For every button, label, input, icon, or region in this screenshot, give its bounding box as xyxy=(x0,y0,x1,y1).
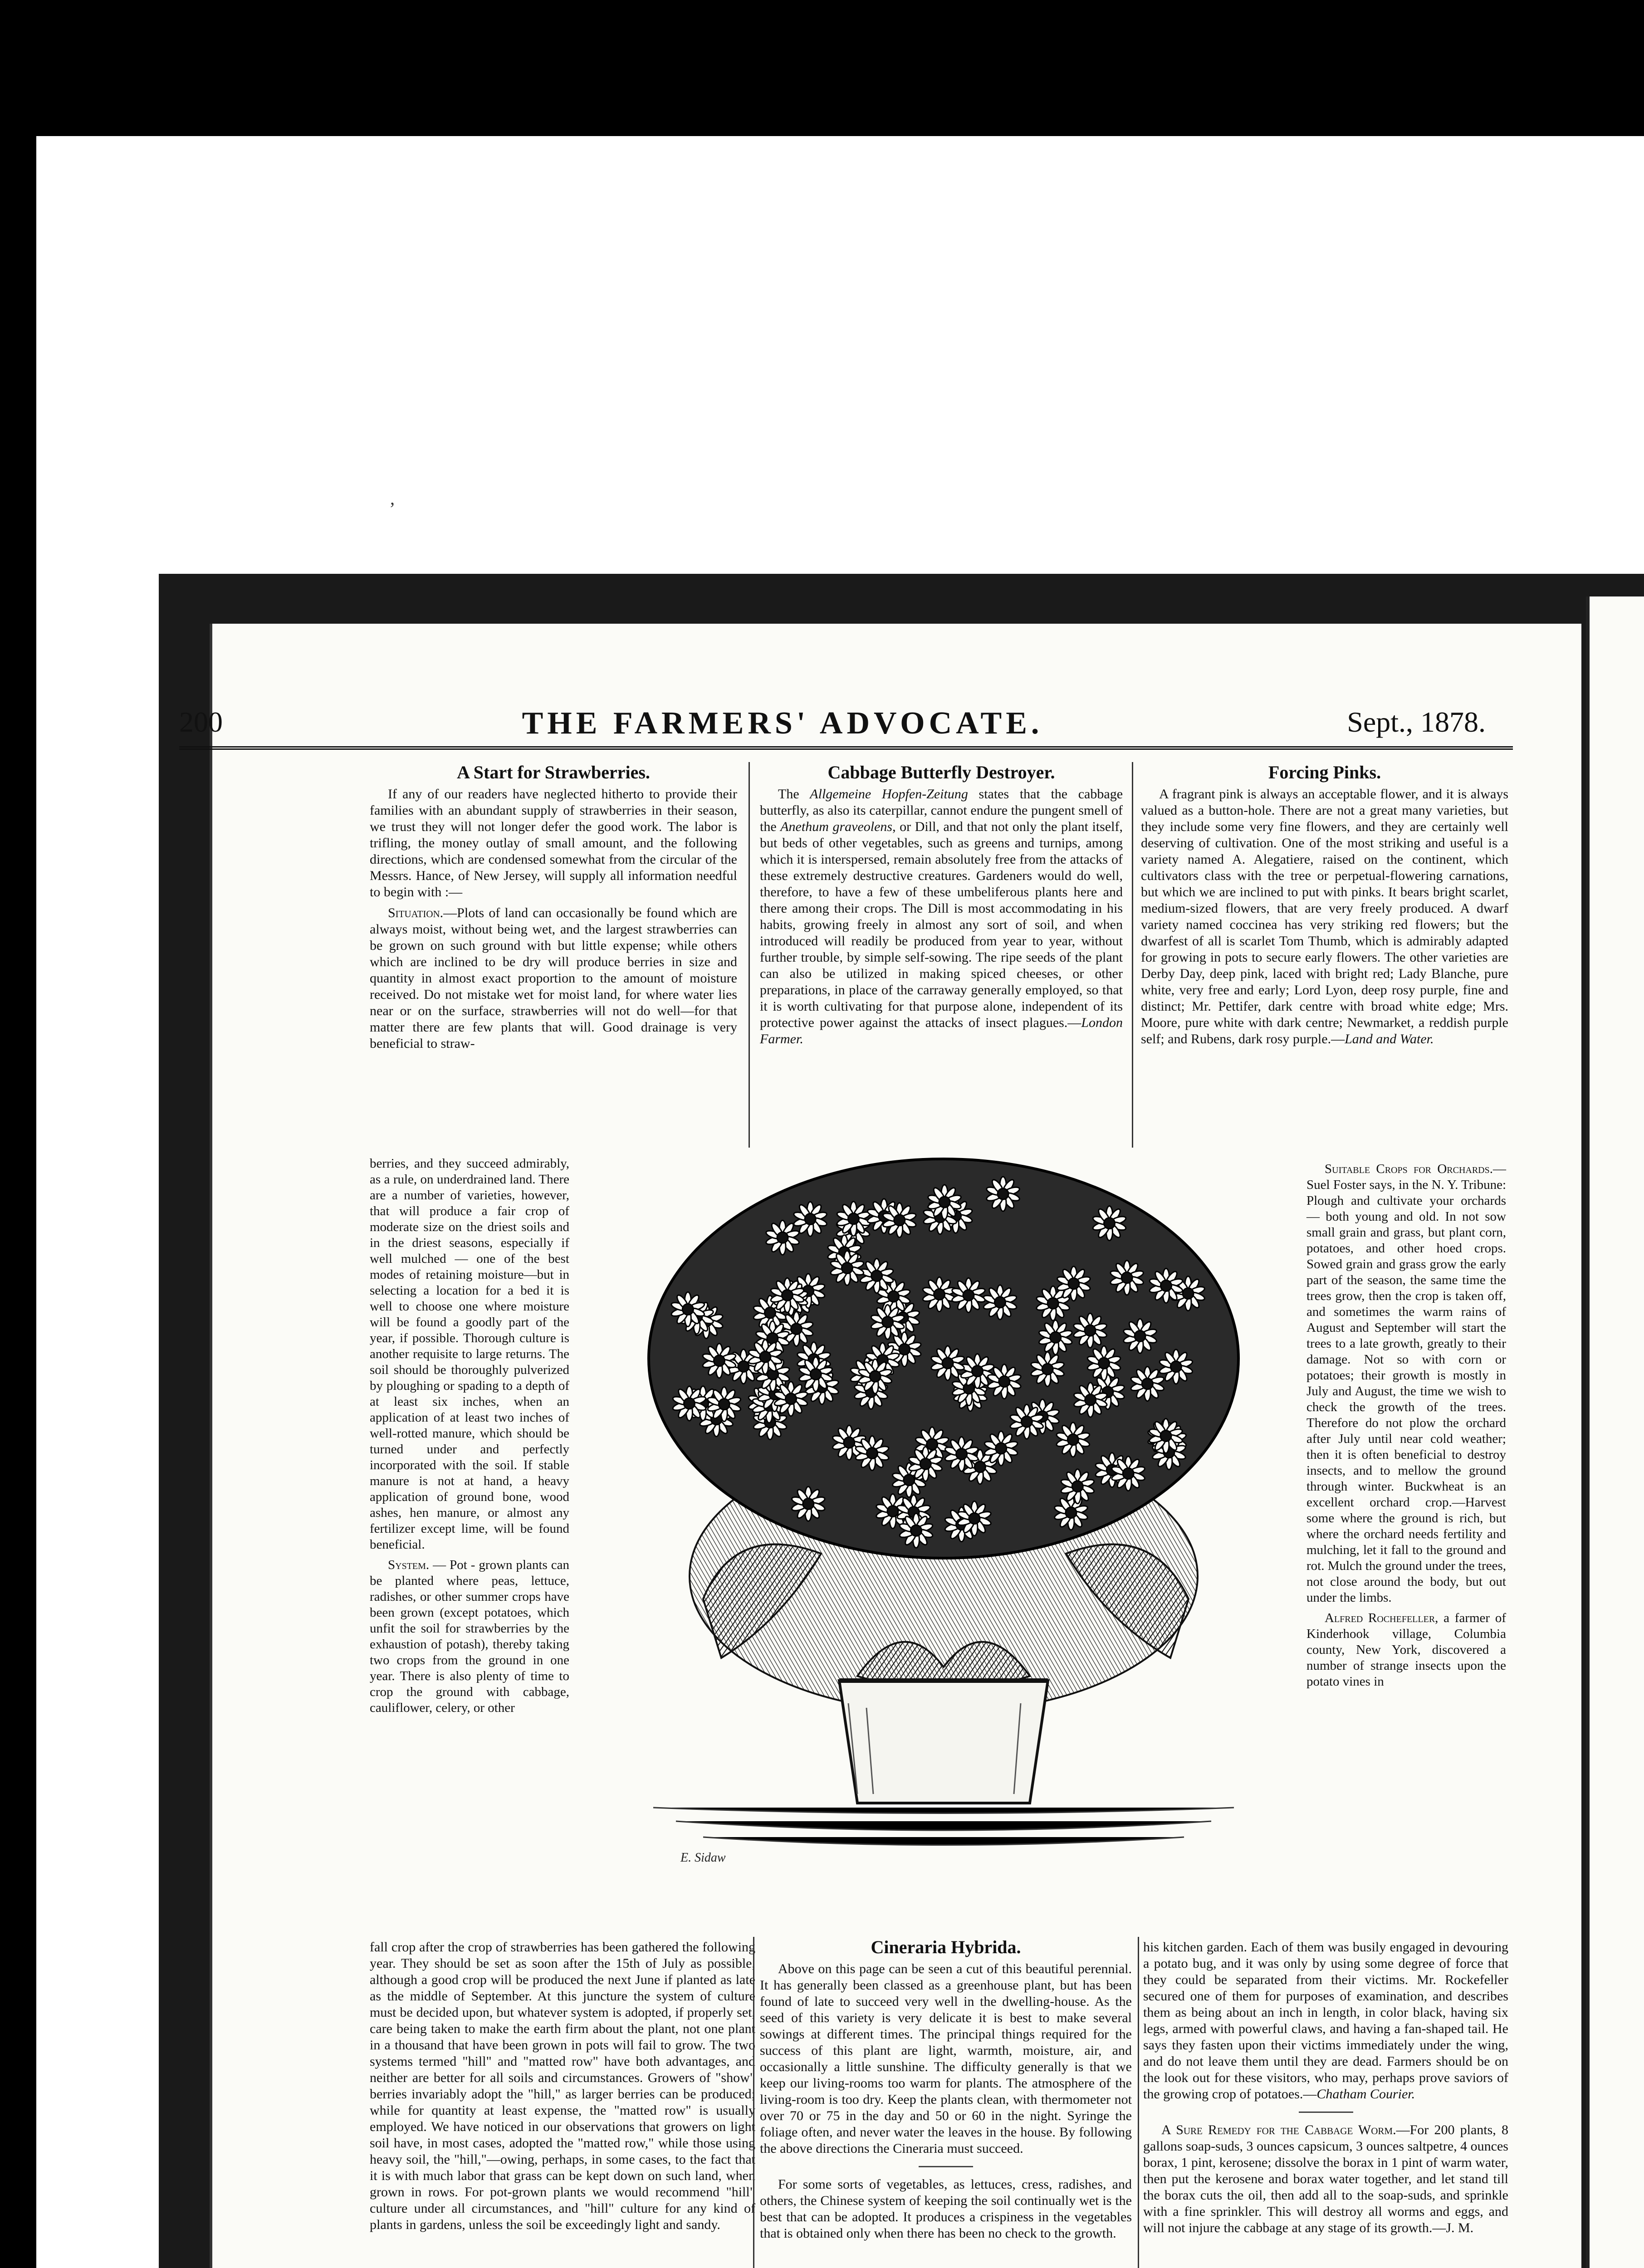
article-cabbage-butterfly xyxy=(760,764,1123,1052)
header-rule xyxy=(179,746,1513,750)
ground-lines xyxy=(653,1808,1234,1845)
article-insects xyxy=(1143,1939,1508,2241)
strawberries-conclusion xyxy=(370,1939,755,2238)
paragraph: berries, and they succeed admirably, as a rule, on underdrained land. There are a number of varieties, however, that will produce a fair crop of moderate size on the driest soils and in the driest seasons, especially if well mulched — one of the best modes of retaining moisture—but in selecting a location for a bed it is well to choose one where moisture will be found a goodly part of the year, if possible. Thorough culture is another requisite to large returns. The soil should be thoroughly pulverized by ploughing or spading to a depth of at least six inches, when an application of at least two inches of well-rotted manure, which should be turned under and perfectly incorporated with the soil. If stable manure is not at hand, a heavy application of ground bone, wood ashes, hen manure, or almost any fertilizer except lime, will be found beneficial. xyxy=(370,1156,569,1552)
run-in-head: A Sure Remedy for the Cabbage Worm. xyxy=(1161,2122,1396,2137)
column-rule xyxy=(1138,1937,1139,2268)
paragraph: System. — Pot - grown plants can be planted where peas, lettuce, radishes, or other summer crops have been grown (except potatoes, which unfit the soil for strawberries by the exhaustion of potash), thereby taking two crops from the ground in one year. There is also plenty of time to crop the ground with cabbage, cauliflower, celery, or other xyxy=(370,1558,569,1715)
paragraph: fall crop after the crop of strawberries has been gathered the following year. They should be set as soon after the 15th of July as possible, although a good crop will be produced the next June if planted as late as the middle of September. At this juncture the system of culture must be decided upon, but whatever system is adopted, if properly set, care being taken to make the earth firm about the plant, not one plant in a thousand that have been grown in pots will fail to grow. The two systems termed "hill" and "matted row" have both advantages, and neither are better for all soils and circumstances. Growers of "show" berries invariably adopt the "hill," as larger berries can be produced; while for quantity at least expense, the "matted row" is usually employed. We have noticed in our observations that growers on light soil have, in most cases, adopted the "matted row," while those using heavy soil, the "hill,"—owing, perhaps, in some cases, to the fact that it is with much labor that grass can be kept down on such land, when grown in rows. For pot-grown plants we would recommend "hill" culture under all circumstances, and "hill" culture for any kind of plants in gardens, unless the soil be exceedingly light and sandy. xyxy=(370,1940,755,2232)
article-title: Cineraria Hybrida. xyxy=(871,1937,1021,1957)
flower-pot xyxy=(839,1681,1048,1803)
run-in-head: Situation. xyxy=(388,905,444,920)
next-page-edge xyxy=(1586,596,1644,2268)
engraver-signature: E. Sidaw xyxy=(680,1851,726,1865)
paragraph: Alfred Rochefeller, a farmer of Kinderhook village, Columbia county, New York, discovered a number of strange insects upon the potato vines in xyxy=(1306,1611,1506,1689)
article-cineraria xyxy=(760,1939,1132,2246)
issue-date: Sept., 1878. xyxy=(1347,706,1486,738)
article-forcing-pinks xyxy=(1141,764,1508,1052)
article-orchard-crops xyxy=(1306,1161,1506,1694)
column-rule xyxy=(749,762,750,1148)
strawberries-continued xyxy=(370,1156,569,1721)
paragraph: Above on this page can be seen a cut of this beautiful perennial. It has generally been classed as a greenhouse plant, but has been found of late to succeed very well in the dwelling-house. As the seed of this variety is very delicate it is best to make several sowings at different times. The principal things required for the success of this plant are light, warmth, moisture, air, and occasionally a little sunshine. The difficulty generally is that we keep our living-rooms too warm for plants. The atmosphere of the living-room is too dry. Keep the plants clean, with thermometer not over 70 or 75 in the day and 50 or 60 in the night. Syringe the foliage often, and never water the leaves in the house. By following the above directions the Cineraria must succeed. xyxy=(760,1961,1132,2156)
article-title: A Start for Strawberries. xyxy=(457,762,650,782)
paragraph: A fragrant pink is always an acceptable flower, and it is always valued as a button-hole. There are not a great many varieties, but they include some very fine flowers, and they are certainly well deserving of cultivation. One of the most striking and useful is a variety named A. Alegatiere, raised on the continent, which cultivators class with the tree or perpetual-flowering carnations, but which we are inclined to put with pinks. It bears bright scarlet, medium-sized flowers, that are very freely produced. A dwarf variety named coccinea has very striking red flowers; but the dwarfest of all is scarlet Tom Thumb, which is admirably adapted for growing in pots to secure early flowers. The other varieties are Derby Day, deep pink, laced with bright red; Lady Blanche, pure white, very free and early; Lord Lyon, deep rosy purple, fine and distinct; Mr. Pettifer, dark centre with broad white edge; Mrs. Moore, pure white with dark centre; Newmarket, a reddish purple self; and Rubens, dark rosy purple.—Land and Water. xyxy=(1141,787,1508,1046)
paragraph: Situation.—Plots of land can occasionally be found which are always moist, without being wet, and the largest strawberries can be grown on such ground with but little expense; while others which are inclined to be dry will produce berries in size and quantity in almost exact proportion to the amount of moisture received. Do not mistake wet for moist land, for where water lies near or on the surface, strawberries will not do well—for that matter there are few plants that will. Good drainage is very beneficial to straw- xyxy=(370,905,737,1051)
paragraph: A Sure Remedy for the Cabbage Worm.—For 200 plants, 8 gallons soap-suds, 3 ounces capsicum, 3 ounces saltpetre, 4 ounces borax, 1 pint, kerosene; dissolve the borax in 1 pint of warm water, then put the kerosene and borax water together, and let stand till the borax cuts the oil, then add all to the soap-suds, and sprinkle with a fine sprinkler. This will destroy all worms and eggs, and will not injure the cabbage at any stage of its growth.—J. M. xyxy=(1143,2122,1508,2235)
flower-head xyxy=(649,1159,1238,1558)
page-number: 200 xyxy=(179,706,223,738)
cineraria-engraving xyxy=(585,1123,1302,1889)
article-title: Forcing Pinks. xyxy=(1268,762,1381,782)
column-rule xyxy=(1132,762,1133,1148)
paragraph: For some sorts of vegetables, as lettuces, cress, radishes, and others, the Chinese system of keeping the soil continually wet is the best that can be adopted. It produces a crispiness in the vegetables that is obtained only when there has been no check to the growth. xyxy=(760,2177,1132,2241)
separator xyxy=(1299,2112,1353,2113)
separator xyxy=(919,2166,973,2167)
article-title: Cabbage Butterfly Destroyer. xyxy=(827,762,1055,782)
masthead: THE FARMERS' ADVOCATE. xyxy=(522,706,1043,741)
article-strawberries xyxy=(370,764,737,1056)
paragraph: his kitchen garden. Each of them was busily engaged in devouring a potato bug, and it was only by using some degree of force that they could be separated from their victims. Mr. Rockefeller secured one of them for purposes of examination, and describes them as being about an inch in length, in color black, having six legs, armed with powerful claws, and having a fan-shaped tail. He says they fasten upon their victims immediately under the wing, and do not leave them until they are dead. Farmers should be on the look out for these visitors, who may, perhaps prove saviors of the growing crop of potatoes.—Chatham Courier. xyxy=(1143,1940,1508,2102)
paragraph: Suitable Crops for Orchards.—Suel Foster says, in the N. Y. Tribune: Plough and cultivate your orchards — both young and old. In not sow small grain and grass, but plant corn, potatoes, and other hoed crops. Sowed grain and grass grow the early part of the season, the same time the trees grow, then the crop is taken off, and sometimes the warm rains of August and September will start the trees to a late growth, greatly to their damage. Not so with corn or potatoes; their growth is mostly in July and August, the time we wish to check the growth of the trees. Therefore do not plow the orchard after July until near cold weather; then it is often beneficial to destroy insects, and to mellow the ground through winter. Buckwheat is an excellent orchard crop.—Harvest some where the ground is rich, but where the orchard needs fertility and mulching, let it fall to the ground and rot. Mulch the ground under the trees, not close around the body, but out under the limbs. xyxy=(1306,1162,1506,1605)
run-in-head: Alfred Rochefeller, xyxy=(1325,1611,1438,1625)
page-header xyxy=(179,701,1486,746)
paragraph: If any of our readers have neglected hitherto to provide their families with an abundant supply of strawberries in their season, we trust they will not longer defer the good work. The labor is trifling, the money outlay of small amount, and the following directions, which are condensed somewhat from the circular of the Messrs. Hance, of New Jersey, will supply all information needful to begin with :— xyxy=(370,787,737,899)
run-in-head: Suitable Crops for Orchards. xyxy=(1325,1162,1493,1176)
stray-mark: , xyxy=(390,488,395,508)
paragraph: The Allgemeine Hopfen-Zeitung states that the cabbage butterfly, as also its caterpillar, cannot endure the pungent smell of the Anethum graveolens, or Dill, and that not only the plant itself, but beds of other vegetables, such as greens and turnips, among which it is interspersed, remain absolutely free from the attacks of these extremely destructive creatures. Gardeners would do well, therefore, to have a few of these umbeliferous plants here and there among their crops. The Dill is most accommodating in his habits, growing freely in almost any sort of soil, and when introduced will readily be produced from year to year, without further trouble, by simple self-sowing. The ripe seeds of the plant can also be utilized in making spiced cheeses, or other preparations, in place of the carraway generally employed, so that it is worth cultivating for that purpose alone, independent of its protective power against the attacks of insect plagues.—London Farmer. xyxy=(760,787,1123,1046)
column-rule xyxy=(753,1937,754,2268)
run-in-head: System. xyxy=(388,1558,430,1572)
